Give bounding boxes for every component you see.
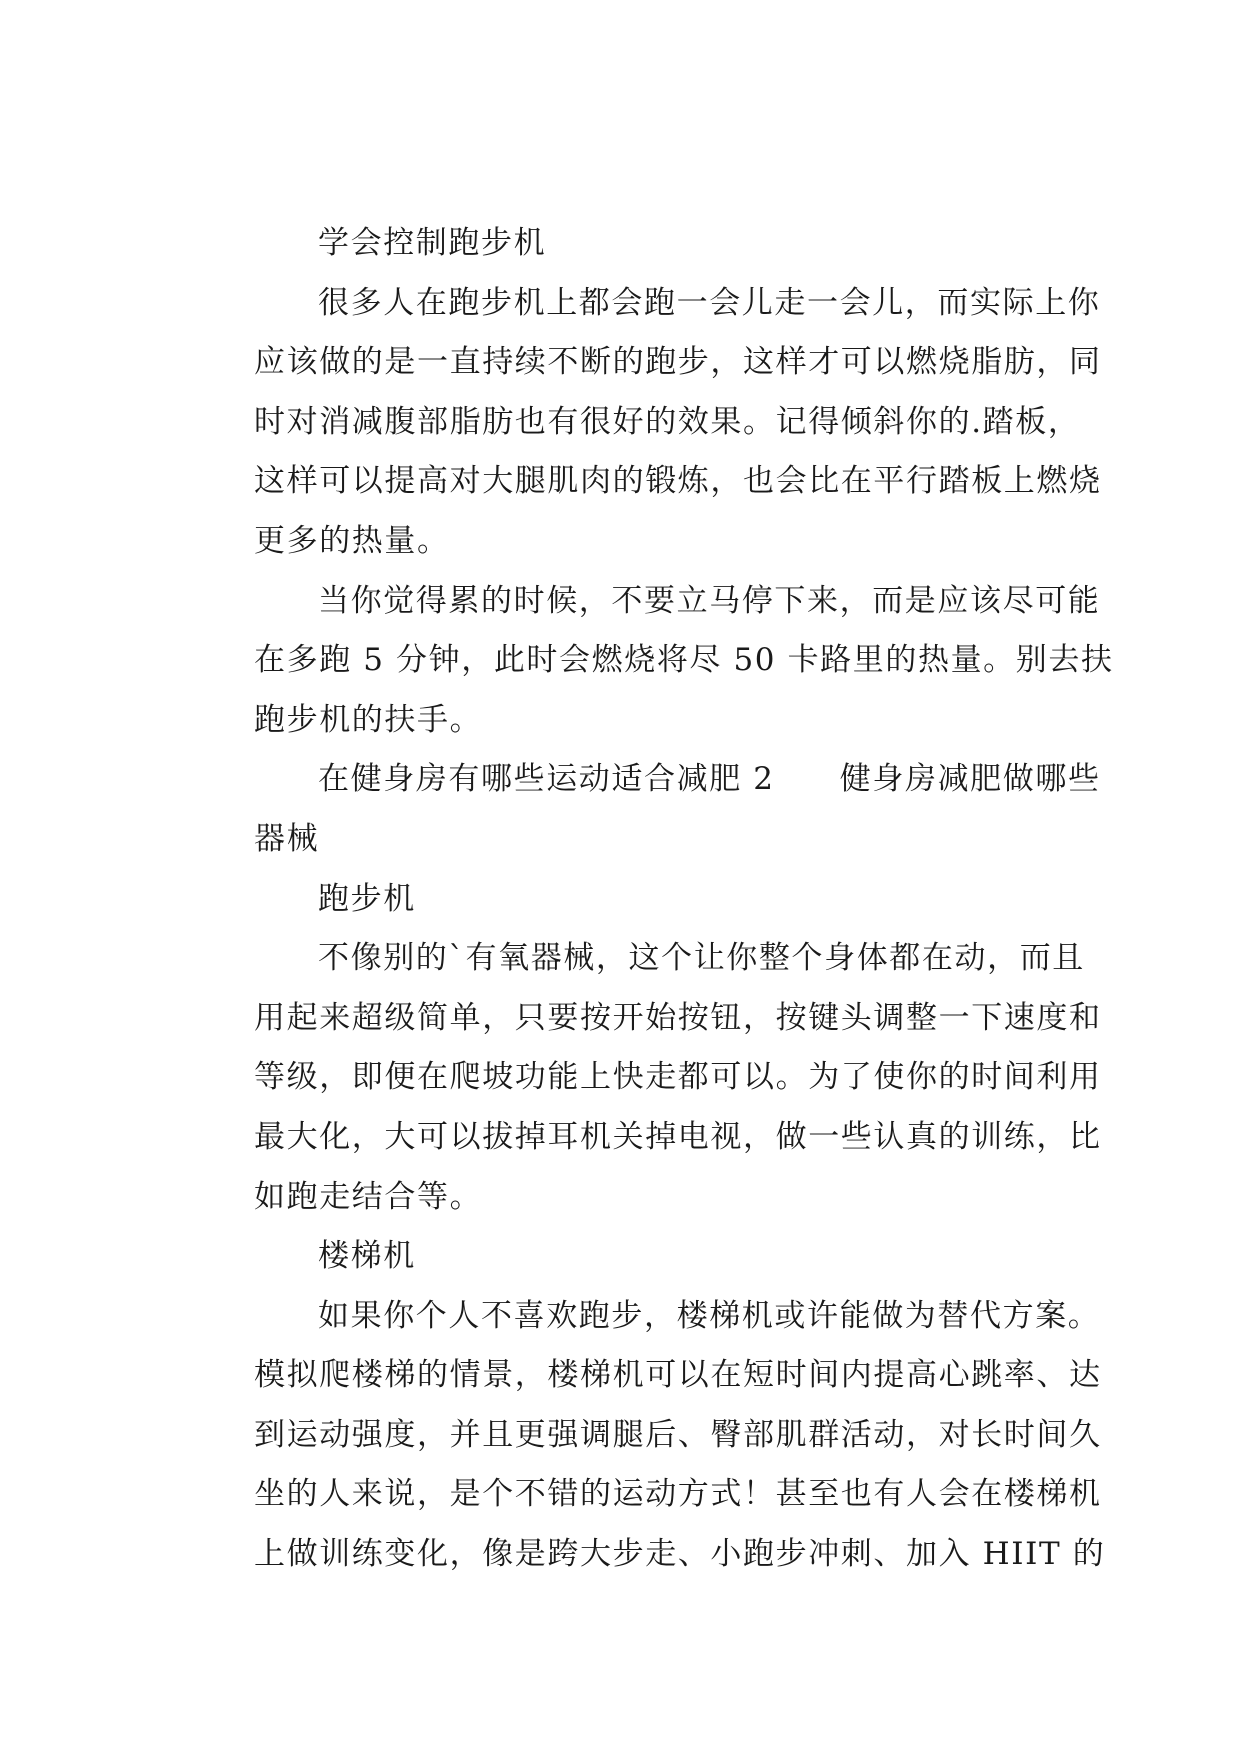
text-line: 很多人在跑步机上都会跑一会儿走一会儿，而实际上你: [318, 284, 1101, 321]
text-line: 到运动强度，并且更强调腿后、臀部肌群活动，对长时间久: [254, 1416, 1102, 1453]
text-line: 学会控制跑步机: [318, 225, 547, 261]
text-line: 跑步机的扶手。: [254, 701, 483, 738]
text-line: 时对消减腹部脂肪也有很好的效果。记得倾斜你的.踏板，: [254, 403, 1081, 440]
text-line: 最大化，大可以拔掉耳机关掉电视，做一些认真的训练，比: [254, 1118, 1102, 1155]
heading-treadmill: [190, 870, 1060, 930]
paragraph: [190, 274, 1102, 572]
text-line: 器械: [254, 820, 320, 857]
text-line: 在健身房有哪些运动适合减肥 2 健身房减肥做哪些: [318, 761, 1101, 798]
text-line: 用起来超级简单，只要按开始按钮，按键头调整一下速度和: [254, 999, 1102, 1036]
paragraph: [190, 929, 1102, 1227]
heading-stair-machine: [190, 1227, 1060, 1287]
text-line: 楼梯机: [318, 1238, 416, 1275]
text-line: 如果你个人不喜欢跑步，楼梯机或许能做为替代方案。: [318, 1297, 1101, 1334]
text-line: 应该做的是一直持续不断的跑步，这样才可以燃烧脂肪，同: [254, 344, 1102, 381]
document-body: [190, 214, 1114, 1585]
text-line: 如跑走结合等。: [254, 1178, 483, 1215]
paragraph: [190, 572, 1114, 751]
text-line: 在多跑 5 分钟，此时会燃烧将尽 50 卡路里的热量。别去扶: [254, 642, 1114, 679]
text-line: 模拟爬楼梯的情景，楼梯机可以在短时间内提高心跳率、达: [254, 1357, 1102, 1394]
text-line: 更多的热量。: [254, 522, 450, 559]
text-line: 跑步机: [318, 880, 416, 917]
text-line: 不像别的`有氧器械，这个让你整个身体都在动，而且: [318, 940, 1085, 977]
heading-treadmill-control: [190, 214, 1060, 274]
text-line: 上做训练变化，像是跨大步走、小跑步冲刺、加入 HIIT 的: [254, 1536, 1106, 1573]
section-heading: [190, 750, 1101, 869]
text-line: 当你觉得累的时候，不要立马停下来，而是应该尽可能: [318, 582, 1101, 619]
text-line: 这样可以提高对大腿肌肉的锻炼，也会比在平行踏板上燃烧: [254, 463, 1102, 500]
paragraph: [190, 1287, 1106, 1585]
text-line: 坐的人来说，是个不错的运动方式！甚至也有人会在楼梯机: [254, 1476, 1102, 1513]
text-line: 等级，即便在爬坡功能上快走都可以。为了使你的时间利用: [254, 1059, 1102, 1096]
